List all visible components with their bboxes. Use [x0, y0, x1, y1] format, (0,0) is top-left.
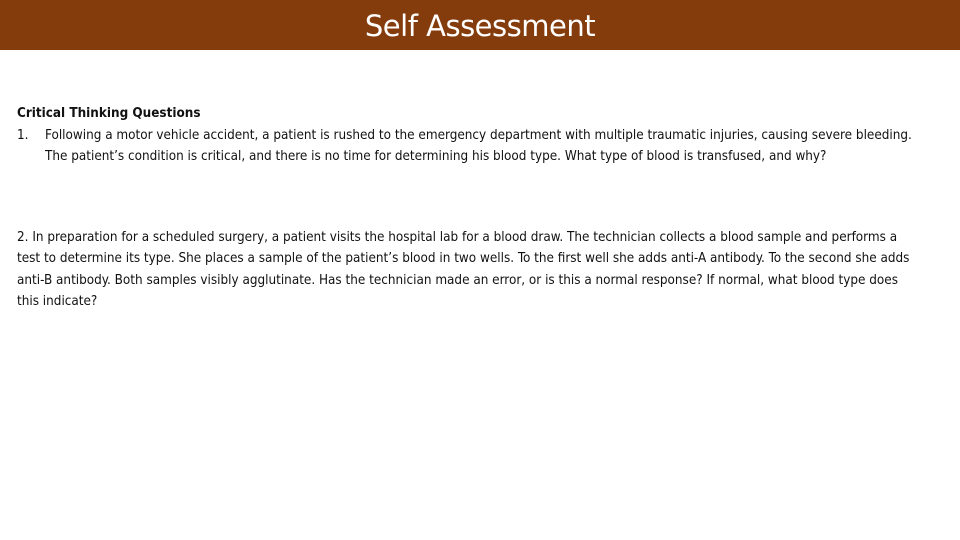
section-heading: Critical Thinking Questions — [17, 106, 201, 121]
question-2-text: In preparation for a scheduled surgery, a patient visits the hospital lab for a blood draw. The technician collects a blood sample and performs a test to determine its type. She places a sample of the patient’s blood in two wells. To the first well she adds anti-A antibody. To the second she adds anti-B antibody. Both samples visibly agglutinate. Has the technician made an error, or is this a normal response? If normal, what blood type does this indicate? — [17, 229, 910, 309]
question-1 — [17, 125, 917, 168]
question-2-number: 2. — [17, 229, 29, 245]
question-1-text: Following a motor vehicle accident, a patient is rushed to the emergency department with multiple traumatic injuries, causing severe bleeding. The patient’s condition is critical, and there is no time for determining his blood type. What type of blood is transfused, and why? — [45, 127, 912, 164]
slide-title: Self Assessment — [364, 8, 596, 43]
slide-content — [17, 103, 917, 313]
title-bar — [0, 0, 960, 50]
question-2 — [17, 227, 917, 313]
question-1-number: 1. — [17, 127, 29, 143]
